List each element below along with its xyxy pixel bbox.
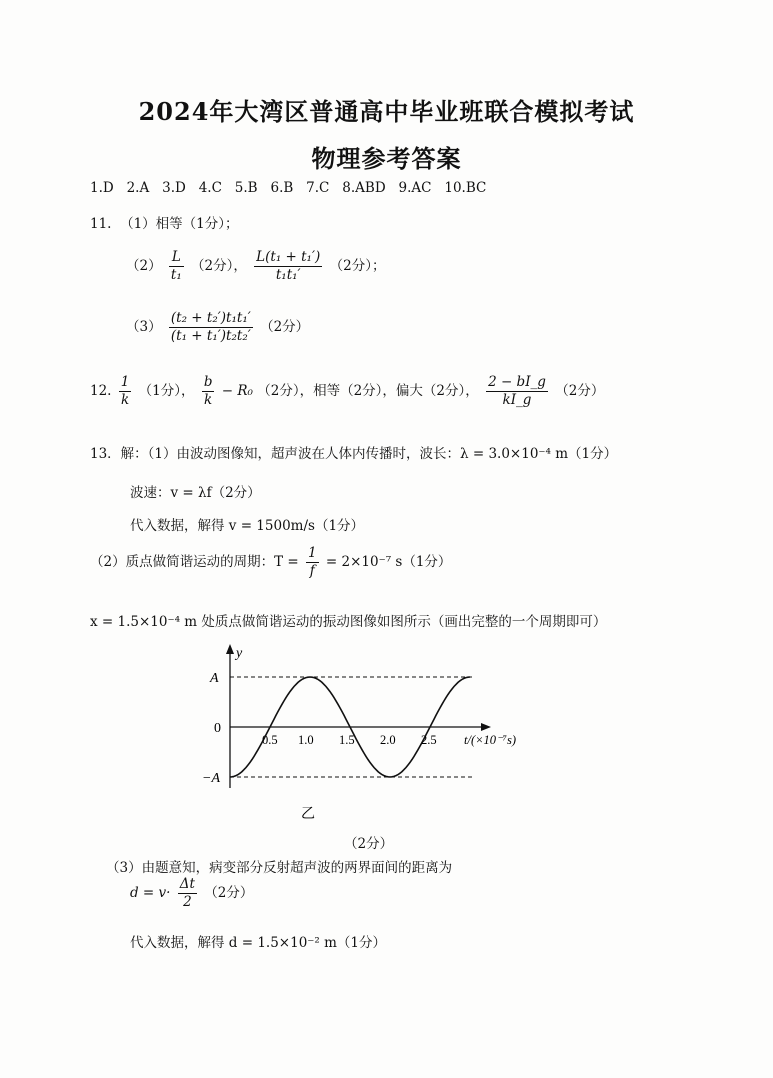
q13-line-6: （3）由题意知，病变部分反射超声波的两界面间的距离为 — [106, 860, 453, 876]
q12-answer — [90, 374, 604, 409]
mc-answer: 5.B — [234, 180, 258, 196]
q13-line-1: 13．解：（1）由波动图像知，超声波在人体内传播时，波长：λ = 3.0×10⁻⁴ m（1分） — [90, 446, 618, 462]
q11-part2-score-1: （2分）， — [191, 257, 247, 274]
q11-part2-score-2: （2分）； — [329, 257, 386, 274]
mc-answer: 8.ABD — [342, 180, 386, 196]
q12-fraction-2 — [202, 374, 215, 409]
q12-score-3: （2分） — [555, 382, 605, 399]
q13-line-4 — [90, 545, 451, 580]
y-tick-0: 0 — [214, 721, 221, 736]
fraction-numerator: Δt — [179, 876, 195, 892]
mc-answer: 6.B — [270, 180, 294, 196]
fraction-numerator: L — [169, 249, 184, 267]
q12-label: 12. — [90, 382, 112, 399]
q12-fraction-1 — [119, 374, 132, 409]
q12-fraction-2-tail: − R₀ — [221, 382, 253, 399]
q11-part3-label: （3） — [126, 318, 162, 335]
q13-line-4-pre: （2）质点做简谐运动的周期：T = — [90, 553, 299, 570]
q11-part2-label: （2） — [126, 257, 162, 274]
y-axis-arrow-icon — [226, 644, 234, 654]
q11-fraction-2 — [254, 249, 322, 284]
page-subtitle: 物理参考答案 — [311, 144, 462, 173]
q13-line-3: 代入数据，解得 v = 1500m/s（1分） — [130, 518, 365, 534]
x-tick: 1.0 — [298, 733, 314, 747]
fraction-denominator: t₁t₁′ — [275, 266, 301, 283]
fraction-numerator: L(t₁ + t₁′) — [256, 249, 321, 265]
q11-part3 — [126, 310, 309, 345]
q11-label: 11. — [90, 216, 112, 232]
mc-answer: 10.BC — [444, 180, 487, 196]
mc-answer: 7.C — [306, 180, 330, 196]
fraction-denominator: k — [120, 391, 130, 408]
mc-answer: 3.D — [162, 180, 186, 196]
q13-line-4-post: = 2×10⁻⁷ s（1分） — [325, 553, 452, 570]
q13-line-7 — [130, 876, 253, 911]
q13-distance-fraction — [178, 876, 197, 911]
fraction-denominator: kI_g — [502, 391, 532, 408]
q12-score-2: （2分），相等（2分），偏大（2分）， — [257, 382, 479, 399]
x-tick: 0.5 — [262, 733, 278, 747]
q11-part3-score: （2分） — [260, 318, 310, 335]
fraction-numerator: (t₂ + t₂′)t₁t₁′ — [170, 310, 251, 326]
q11-part1 — [90, 212, 239, 232]
q13-period-fraction — [306, 545, 319, 580]
mc-answer: 2.A — [126, 180, 150, 196]
q13-line-2: 波速：v = λf（2分） — [130, 485, 261, 501]
vibration-graph — [190, 640, 530, 830]
q12-score-1: （1分）， — [138, 382, 195, 399]
q13-graph-score: （2分） — [344, 836, 394, 852]
q11-fraction-3 — [169, 310, 253, 345]
mc-answers-row — [90, 180, 486, 196]
mc-answer: 1.D — [90, 180, 114, 196]
q13-line-5: x = 1.5×10⁻⁴ m 处质点做简谐运动的振动图像如图所示（画出完整的一个周期即可） — [90, 614, 607, 630]
q13-line-8: 代入数据，解得 d = 1.5×10⁻² m（1分） — [130, 935, 387, 951]
x-tick: 1.5 — [339, 733, 355, 747]
fraction-denominator: (t₁ + t₁′)t₂t₂′ — [170, 327, 251, 344]
fraction-denominator: k — [204, 391, 213, 408]
y-tick-neg-a: −A — [202, 771, 220, 786]
fraction-numerator: 1 — [120, 374, 130, 390]
fraction-denominator: 2 — [183, 893, 192, 910]
y-axis-label: y — [236, 646, 243, 661]
x-axis-label: t/(×10⁻⁷s) — [464, 733, 517, 747]
mc-answer: 4.C — [198, 180, 222, 196]
x-tick: 2.5 — [421, 733, 437, 747]
fraction-numerator: 2 − bI_g — [488, 374, 546, 390]
q12-fraction-3 — [486, 374, 548, 409]
fraction-numerator: 1 — [308, 545, 317, 561]
fraction-denominator: f — [309, 562, 315, 579]
x-axis-arrow-icon — [481, 723, 491, 731]
mc-answer: 9.AC — [398, 180, 432, 196]
x-tick: 2.0 — [380, 733, 396, 747]
y-tick-a: A — [210, 671, 219, 686]
page-title: 2024年大湾区普通高中毕业班联合模拟考试 — [138, 97, 635, 126]
fraction-numerator: b — [203, 374, 213, 390]
q11-part2 — [126, 249, 385, 284]
q13-line-7-pre: d = v· — [130, 884, 171, 901]
q11-fraction-1 — [169, 249, 184, 284]
q11-part1-text: （1）相等（1分）； — [120, 216, 239, 232]
q13-line-7-post: （2分） — [204, 884, 254, 901]
fraction-denominator: t₁ — [170, 266, 182, 283]
graph-caption: 乙 — [301, 807, 315, 822]
